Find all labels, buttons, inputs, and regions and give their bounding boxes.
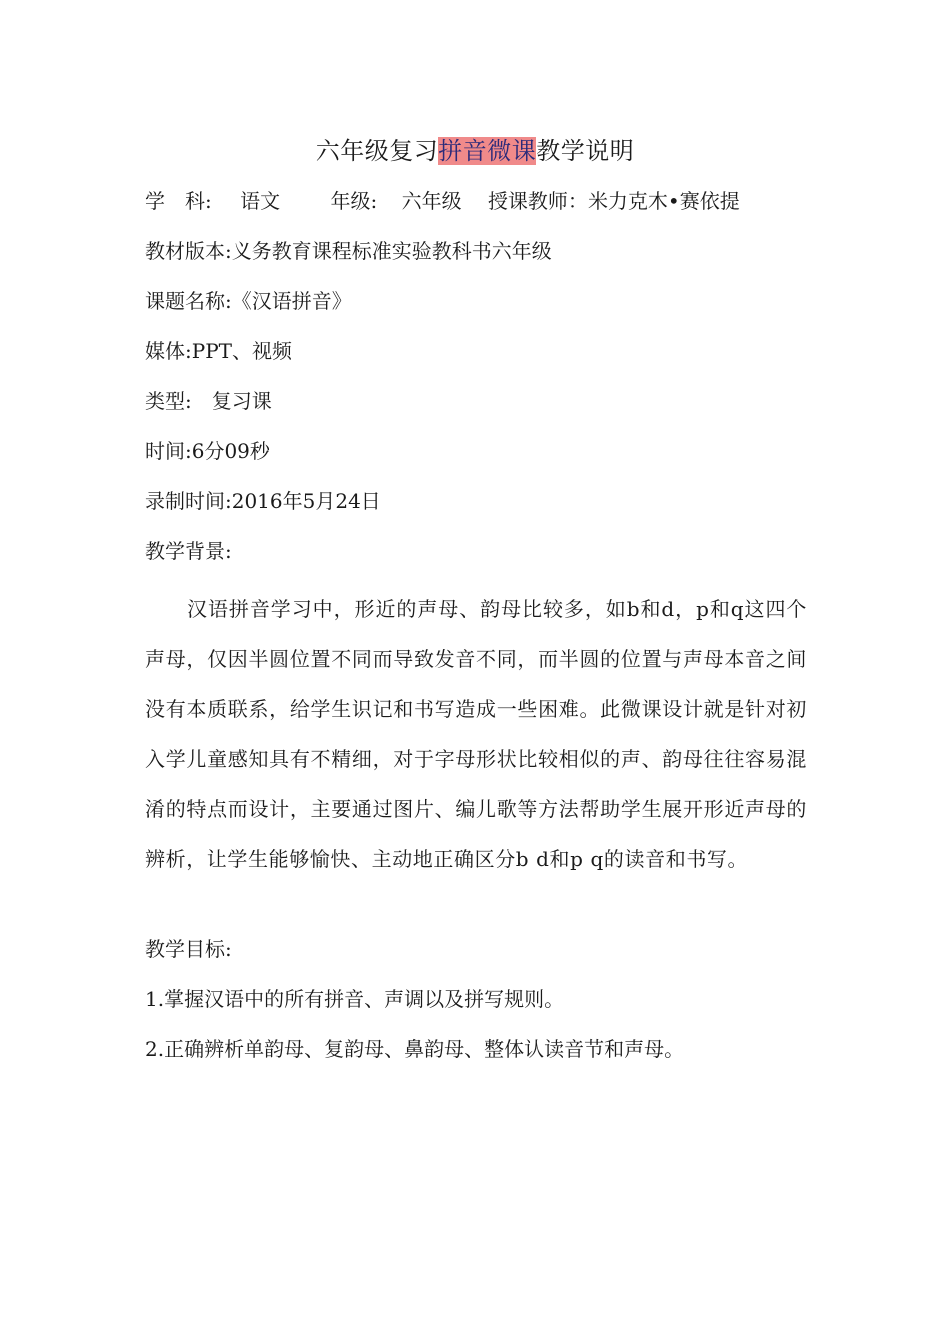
title-highlight: 拼音微课: [438, 137, 537, 165]
media-line: 媒体:PPT、视频: [145, 339, 292, 363]
grade-value: 六年级: [401, 189, 462, 213]
title-prefix: 六年级复习: [315, 137, 439, 165]
teacher-label: 授课教师：: [487, 189, 588, 213]
goal-item-2: 2.正确辨析单韵母、复韵母、鼻韵母、整体认读音节和声母。: [145, 1037, 685, 1061]
subject-label: 学 科:: [145, 189, 212, 213]
topic-line: 课题名称:《汉语拼音》: [145, 289, 352, 313]
grade-label: 年级:: [330, 189, 378, 213]
goals-heading: 教学目标:: [145, 937, 232, 961]
teacher-value: 米力克木•赛依提: [587, 189, 740, 213]
duration-line: 时间:6分09秒: [145, 439, 270, 463]
recorded-line: 录制时间:2016年5月24日: [145, 489, 381, 513]
goal-item-1: 1.掌握汉语中的所有拼音、声调以及拼写规则。: [145, 987, 565, 1011]
background-heading: 教学背景:: [145, 539, 232, 563]
background-paragraph: 汉语拼音学习中，形近的声母、韵母比较多，如b和d，p和q这四个声母，仅因半圆位置不同而导致发音不同，而半圆的位置与声母本音之间没有本质联系，给学生识记和书写造成一些困难。此微课设计就是针对初入学儿童感知具有不精细，对于字母形状比较相似的声、韵母往往容易混淆的特点而设计，主要通过图片、编儿歌等方法帮助学生展开形近声母的辨析，让学生能够愉快、主动地正确区分b d和p q的读音和书写。: [145, 597, 807, 871]
meta-row: [145, 186, 740, 216]
title-suffix: 教学说明: [536, 137, 635, 165]
type-line: 类型: 复习课: [145, 389, 272, 413]
document-title: [0, 133, 950, 169]
textbook-line: 教材版本:义务教育课程标准实验教科书六年级: [145, 239, 552, 263]
subject-value: 语文: [240, 189, 281, 213]
